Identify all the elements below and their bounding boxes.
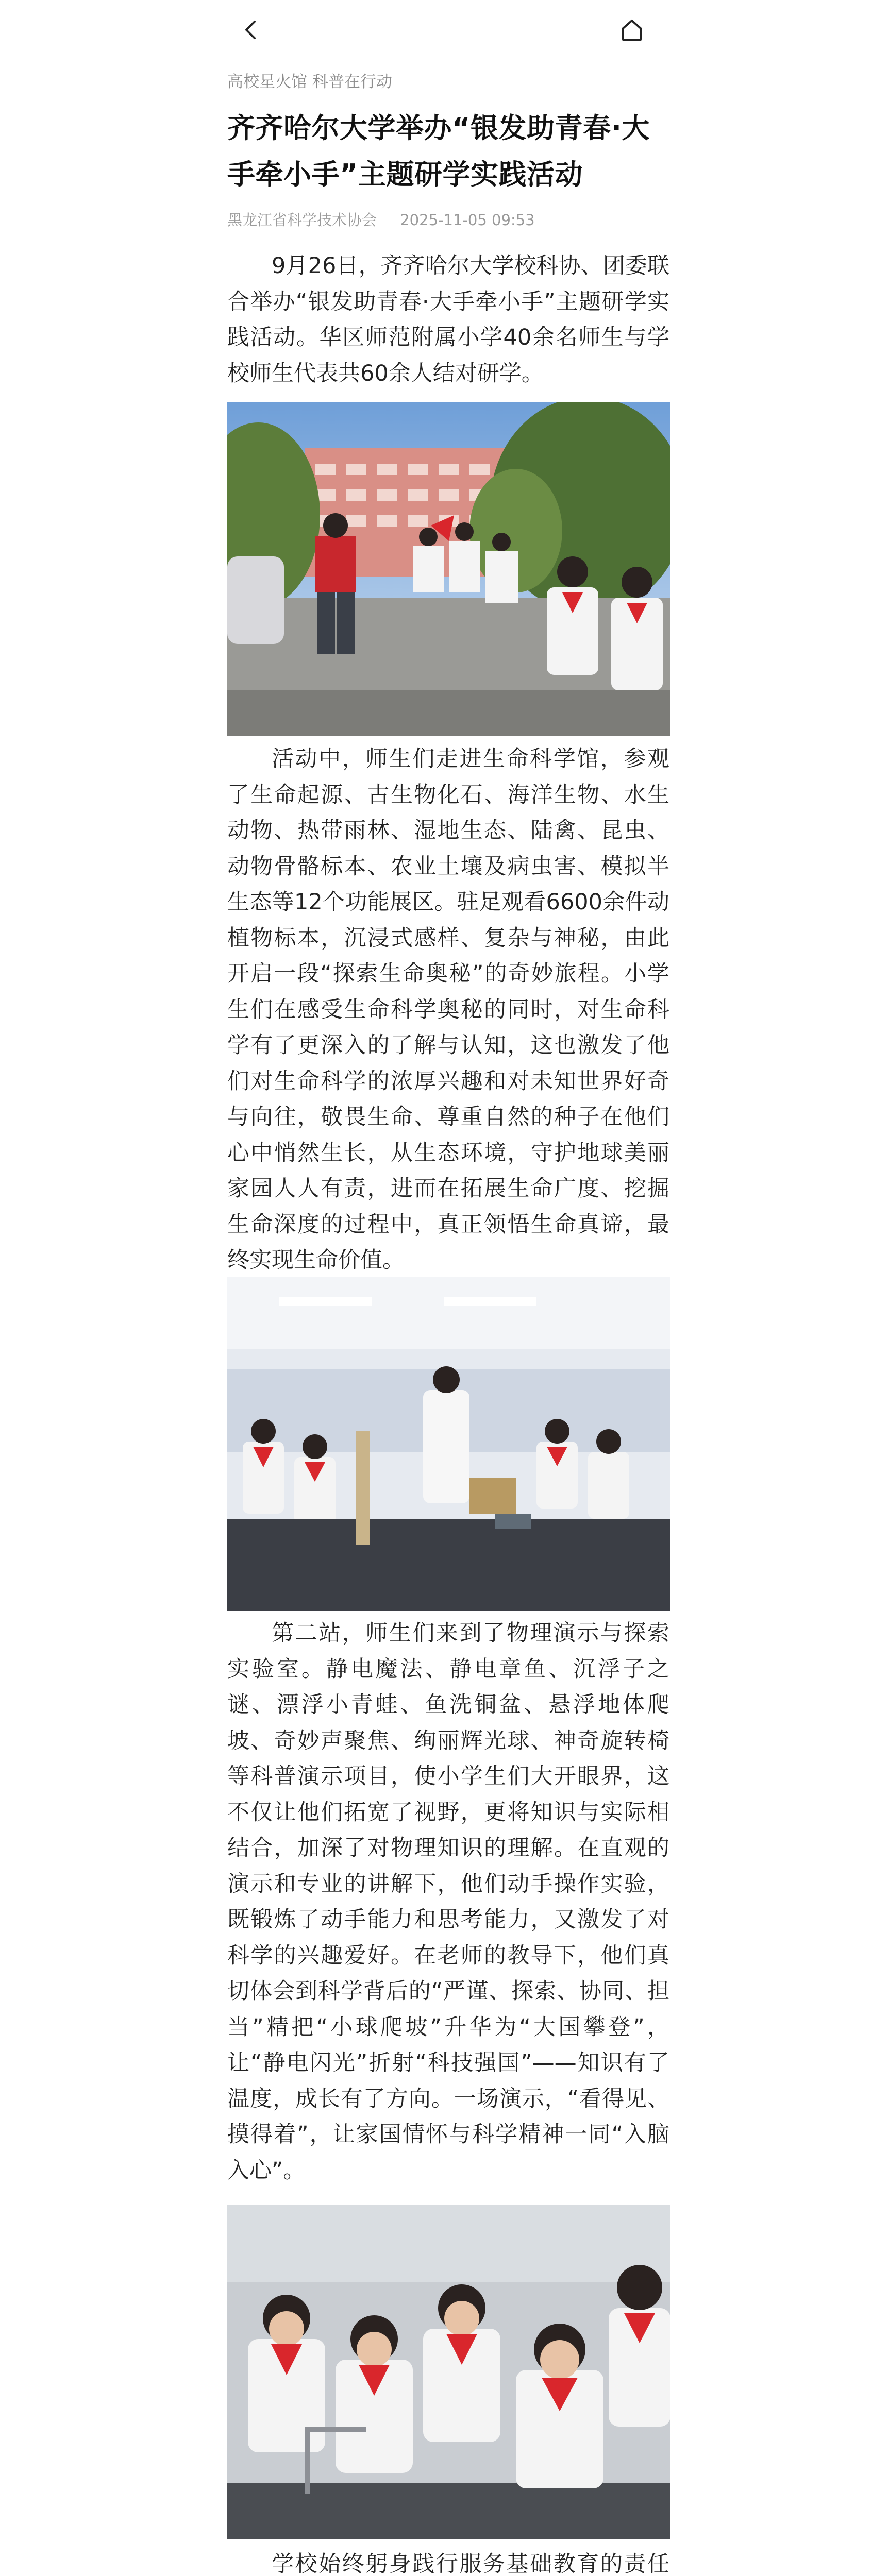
- home-button[interactable]: [616, 14, 647, 45]
- article-paragraph: 9月26日，齐齐哈尔大学校科协、团委联合举办“银发助青春·大手牵小手”主题研学实践活动。华区师范附属小学40余名师生与学校师生代表共60余人结对研学。: [227, 253, 669, 386]
- article-category: 高校星火馆 科普在行动: [227, 73, 392, 91]
- article-datetime: 2025-11-05 09:53: [400, 211, 535, 229]
- article-source: 黑龙江省科学技术协会: [227, 211, 377, 229]
- back-button[interactable]: [236, 14, 267, 45]
- article-photo-science-demo: [227, 1277, 670, 1611]
- article-paragraph: 活动中，师生们走进生命科学馆，参观了生命起源、古生物化石、海洋生物、水生动物、热带雨林、湿地生态、陆禽、昆虫、动物骨骼标本、农业土壤及病虫害、模拟半生态等12个功能展区。驻足观看6600余件动植物标本，沉浸式感样、复杂与神秘，由此开启一段“探索生命奥秘”的奇妙旅程。小学生们在感受生命科学奥秘的同时，对生命科学有了更深入的了解与认知，这也激发了他们对生命科学的浓厚兴趣和对未知世界好奇与向往，敬畏生命、尊重自然的种子在他们心中悄然生长，从生态环境，守护地球美丽家园人人有责，进而在拓展生命广度、挖掘生命深度的过程中，真正领悟生命真谛，最终实现生命价值。: [227, 746, 669, 1273]
- article-photo-students-walking: [227, 402, 670, 736]
- article-photo-students-lab: [227, 2205, 670, 2539]
- top-nav: [0, 0, 872, 60]
- article-title: 齐齐哈尔大学举办“银发助青春·大手牵小手”主题研学实践活动: [227, 112, 650, 191]
- chevron-left-icon: [236, 14, 267, 45]
- article-meta: [227, 209, 535, 230]
- home-icon: [616, 14, 647, 45]
- article-paragraph: 第二站，师生们来到了物理演示与探索实验室。静电魔法、静电章鱼、沉浮子之谜、漂浮小青蛙、鱼洗铜盆、悬浮地体爬坡、奇妙声聚焦、绚丽辉光球、神奇旋转椅等科普演示项目，使小学生们大开眼界，这不仅让他们拓宽了视野，更将知识与实际相结合，加深了对物理知识的理解。在直观的演示和专业的讲解下，他们动手操作实验，既锻炼了动手能力和思考能力，又激发了对科学的兴趣爱好。在老师的教导下，他们真切体会到科学背后的“严谨、探索、协同、担当”精把“小球爬坡”升华为“大国攀登”，让“静电闪光”折射“科技强国”——知识有了温度，成长有了方向。一场演示，“看得见、摸得着”，让家国情怀与科学精神一同“入脑入心”。: [227, 1620, 669, 2183]
- article-paragraph: 学校始终躬身践行服务基础教育的责任: [272, 2551, 669, 2576]
